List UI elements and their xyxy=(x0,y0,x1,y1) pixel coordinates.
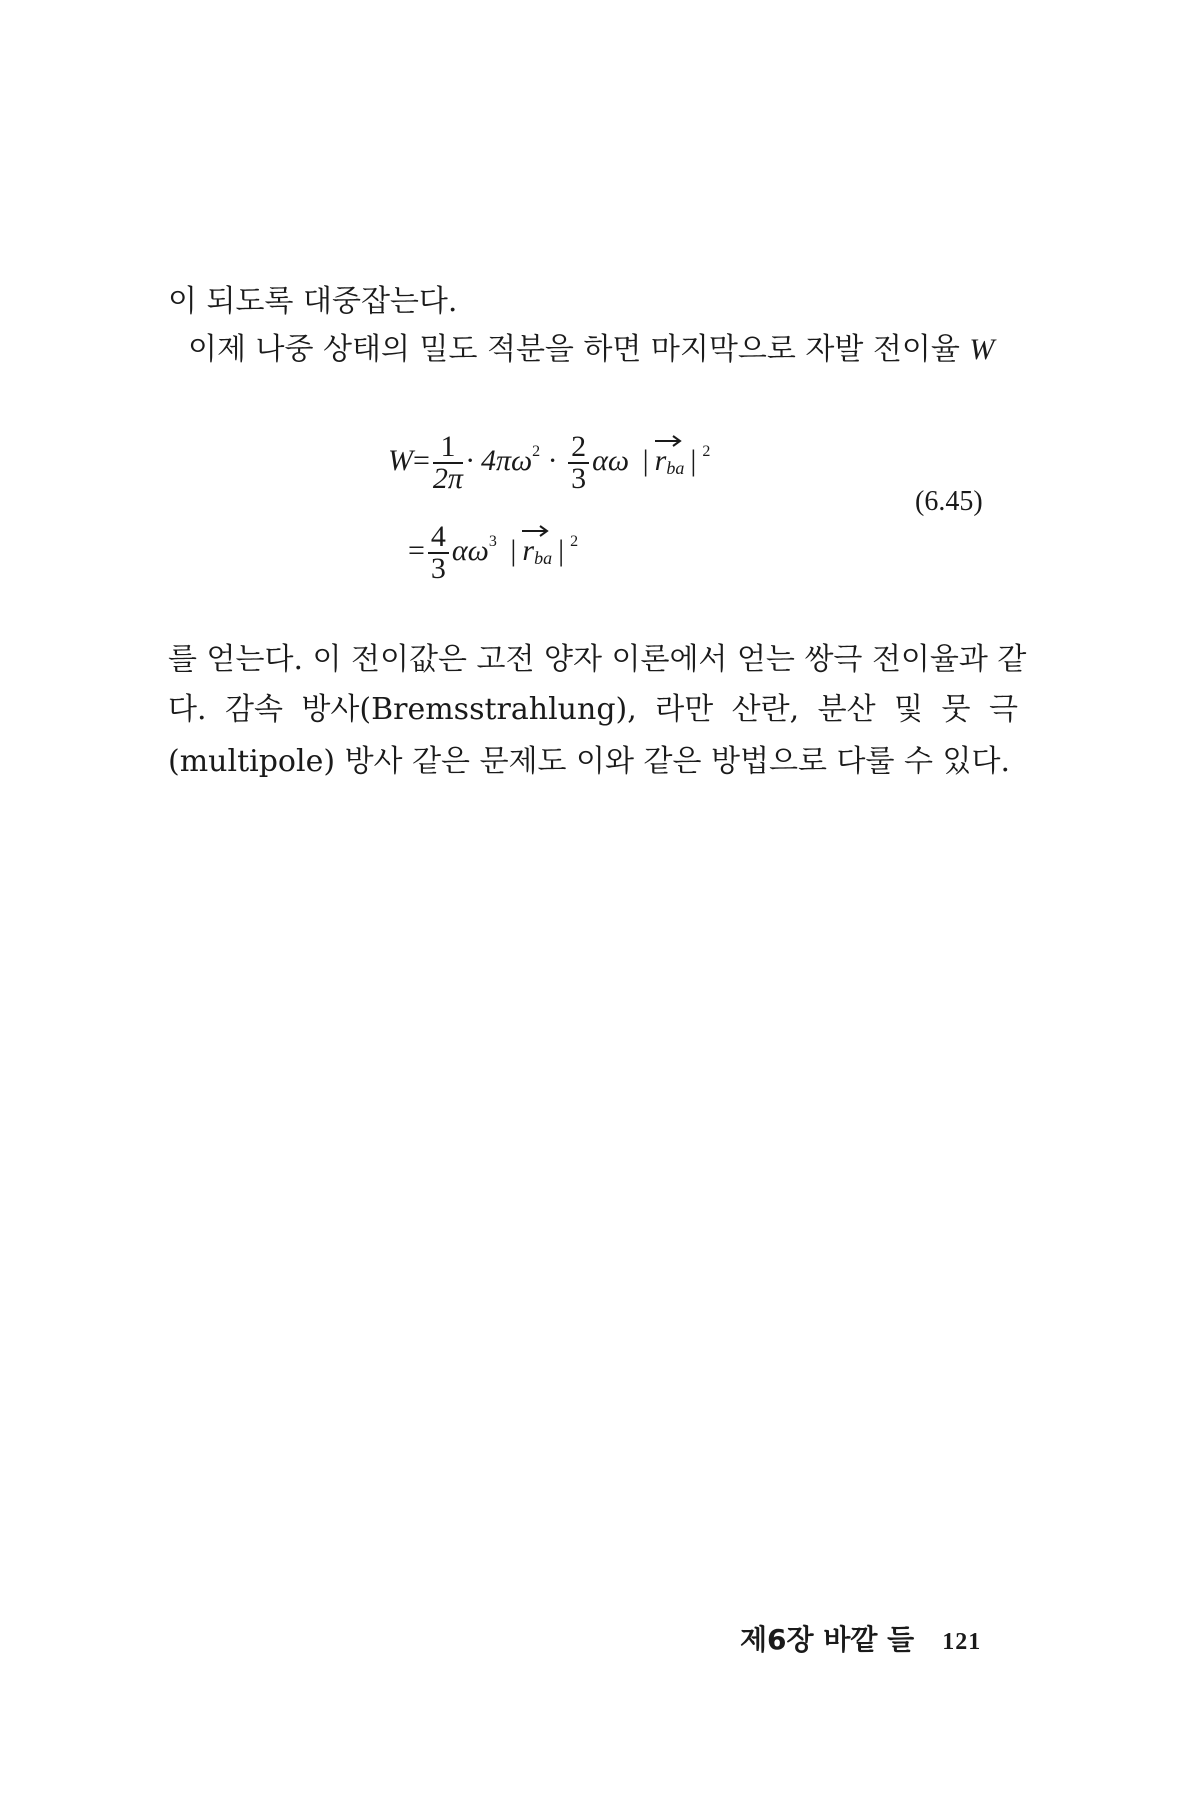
fraction xyxy=(568,432,589,494)
subscript: ba xyxy=(534,547,553,568)
variable-w: W xyxy=(969,333,995,366)
abs-bar: | xyxy=(690,443,697,477)
vector-r xyxy=(655,435,667,477)
eq-equals: = xyxy=(408,533,425,567)
eq-lhs: W xyxy=(388,443,413,477)
text-line: 다. 감속 방사(Bremsstrahlung), 라만 산란, 분산 및 뭇 극 xyxy=(168,692,1018,727)
abs-bar: | xyxy=(642,443,649,477)
fraction-denominator: 3 xyxy=(430,552,446,585)
equation-number: (6.45) xyxy=(915,486,983,517)
fraction xyxy=(428,522,449,584)
text-line: 를 얻는다. 이 전이값은 고전 양자 이론에서 얻는 쌍극 전이율과 같 xyxy=(168,642,1027,677)
exponent: 3 xyxy=(488,532,497,550)
subscript: ba xyxy=(666,457,685,478)
vector-symbol: r xyxy=(654,443,667,477)
eq-term: · 4πω xyxy=(465,443,533,477)
eq-term: αω xyxy=(592,443,630,477)
fraction-numerator: 1 xyxy=(433,432,463,464)
vector-arrow-icon xyxy=(520,525,550,537)
exponent: 2 xyxy=(702,442,711,460)
text-segment: 이제 나중 상태의 밀도 적분을 하면 마지막으로 자발 전이율 xyxy=(188,332,970,367)
fraction-denominator: 2π xyxy=(432,462,463,495)
text-line: 이 되도록 대중잡는다. xyxy=(168,284,458,319)
abs-bar: | xyxy=(558,533,565,567)
text-line: (multipole) 방사 같은 문제도 이와 같은 방법으로 다룰 수 있다. xyxy=(168,744,1010,779)
running-footer xyxy=(740,1618,981,1658)
fraction-numerator: 4 xyxy=(428,522,449,554)
equation-line-1 xyxy=(388,432,710,494)
eq-dot: · xyxy=(540,443,566,477)
vector-arrow-icon xyxy=(653,435,683,447)
exponent: 2 xyxy=(570,532,579,550)
fraction xyxy=(433,432,463,494)
eq-equals: = xyxy=(413,443,430,477)
equation-line-2 xyxy=(408,522,578,584)
fraction-numerator: 2 xyxy=(568,432,589,464)
vector-r xyxy=(522,525,534,567)
eq-term: αω xyxy=(451,533,489,567)
fraction-denominator: 3 xyxy=(571,462,587,495)
exponent: 2 xyxy=(532,442,541,460)
text-line xyxy=(188,330,1038,370)
chapter-title: 제6장 바깥 들 xyxy=(740,1623,915,1656)
abs-bar: | xyxy=(510,533,517,567)
vector-symbol: r xyxy=(522,533,535,567)
page-number: 121 xyxy=(942,1629,982,1655)
